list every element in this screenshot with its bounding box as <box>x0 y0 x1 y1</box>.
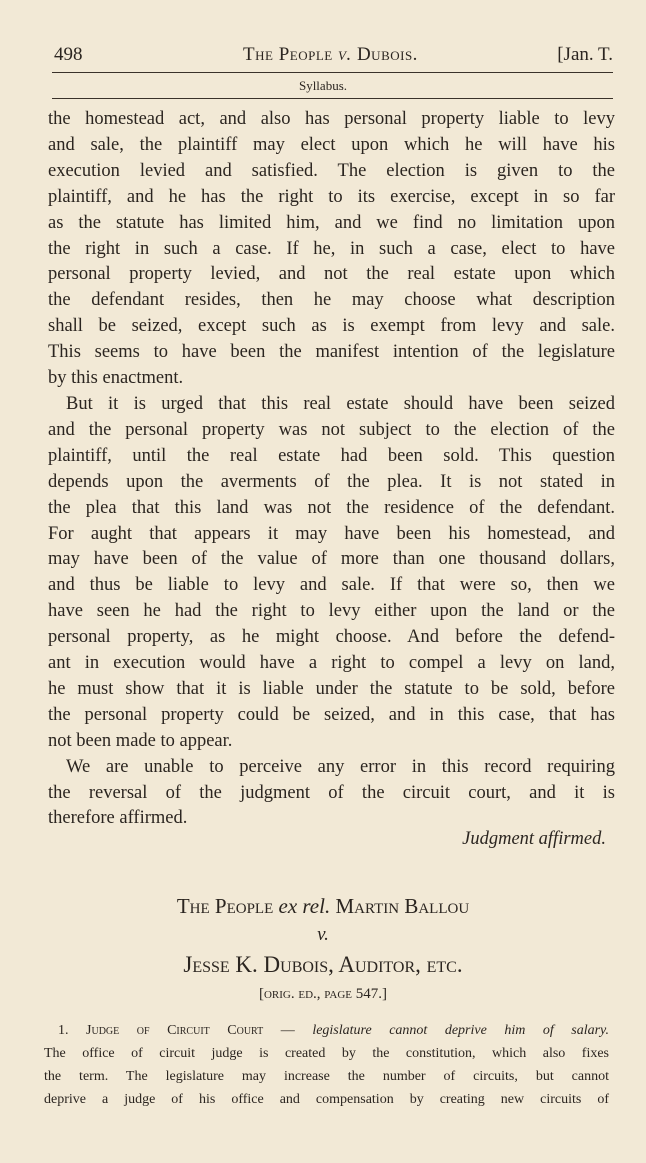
text-line: and thus be liable to levy and sale. If that were so, then we <box>48 575 615 596</box>
title-versus: v. <box>338 44 352 65</box>
original-page-ref: [orig. ed., page 547.] <box>258 986 387 1002</box>
case-title-part: Martin Ballou <box>330 894 470 918</box>
case-defendant: Jesse K. Dubois, Auditor, etc. <box>183 952 463 977</box>
running-title <box>48 44 613 66</box>
text-line: have seen he had the right to levy either upon the land or the <box>48 601 615 622</box>
syllabus-line: The office of circuit judge is created by the constitution, which also fixes <box>44 1046 609 1061</box>
syllabus-heading <box>44 1019 609 1042</box>
syllabus-heading-text: Judge of Circuit Court <box>86 1023 264 1038</box>
text-line: For aught that appears it may have been his homestead, and <box>48 523 615 544</box>
case-title-exrel: ex rel. <box>278 894 331 918</box>
text-line: and the personal property was not subject to the election of the <box>48 419 615 440</box>
syllabus <box>44 1019 609 1111</box>
running-header <box>48 44 613 74</box>
text-line: This seems to have been the manifest intention of the legislature <box>48 342 615 363</box>
opinion-body <box>48 107 615 832</box>
text-line: the defendant resides, then he may choose what description <box>48 290 615 311</box>
header-rule <box>52 72 613 73</box>
text-line: the reversal of the judgment of the circuit court, and it is <box>48 782 615 803</box>
text-line: and sale, the plaintiff may elect upon which he will have his <box>48 134 615 155</box>
text-line: personal property levied, and not the real estate upon which <box>48 264 615 285</box>
case-title-part: The People <box>176 894 279 918</box>
case-versus: v. <box>317 924 329 945</box>
text-line: plaintiff, and he has the right to its exercise, except in so far <box>48 186 615 207</box>
section-label: Syllabus. <box>298 78 348 93</box>
text-line: We are unable to perceive any error in this record requiring <box>66 756 615 777</box>
text-line: as the statute has limited him, and we find no limitation upon <box>48 212 615 233</box>
text-line: execution levied and satisfied. The election is given to the <box>48 160 615 181</box>
text-line: by this enactment. <box>48 368 184 389</box>
syllabus-line: deprive a judge of his office and compensation by creating new circuits of <box>44 1092 609 1107</box>
text-line: personal property, as he might choose. And before the defend- <box>48 627 615 648</box>
title-part: The People <box>243 44 338 65</box>
text-line: depends upon the averments of the plea. It is not stated in <box>48 471 615 492</box>
text-line: plaintiff, until the real estate had been sold. This question <box>48 445 615 466</box>
title-part: Dubois. <box>351 44 418 65</box>
syllabus-line: the term. The legislature may increase the number of circuits, but cannot <box>44 1069 609 1084</box>
text-line: therefore affirmed. <box>48 808 188 829</box>
syllabus-number: 1. <box>58 1023 87 1038</box>
text-line: may have been of the value of more than one thousand dollars, <box>48 549 615 570</box>
text-line: ant in execution would have a right to compel a levy on land, <box>48 653 615 674</box>
term-label: [Jan. T. <box>557 44 613 65</box>
text-line: the plea that this land was not the residence of the defendant. <box>48 497 615 518</box>
text-line: not been made to appear. <box>48 730 233 751</box>
page-number: 498 <box>54 44 83 65</box>
section-rule <box>52 98 613 99</box>
text-line: But it is urged that this real estate should have been seized <box>66 393 615 414</box>
text-line: he must show that it is liable under the statute to be sold, before <box>48 678 615 699</box>
text-line: shall be seized, except such as is exempt from levy and sale. <box>48 316 615 337</box>
text-line: the homestead act, and also has personal property liable to levy <box>48 109 615 129</box>
dash: — <box>263 1023 313 1038</box>
text-line: the personal property could be seized, and in this case, that has <box>48 704 615 725</box>
text-line: the right in such a case. If he, in such a case, elect to have <box>48 238 615 259</box>
judgment-line: Judgment affirmed. <box>462 829 606 849</box>
case-title <box>0 894 646 919</box>
syllabus-heading-italic: legislature cannot deprive him of salary. <box>312 1023 610 1038</box>
